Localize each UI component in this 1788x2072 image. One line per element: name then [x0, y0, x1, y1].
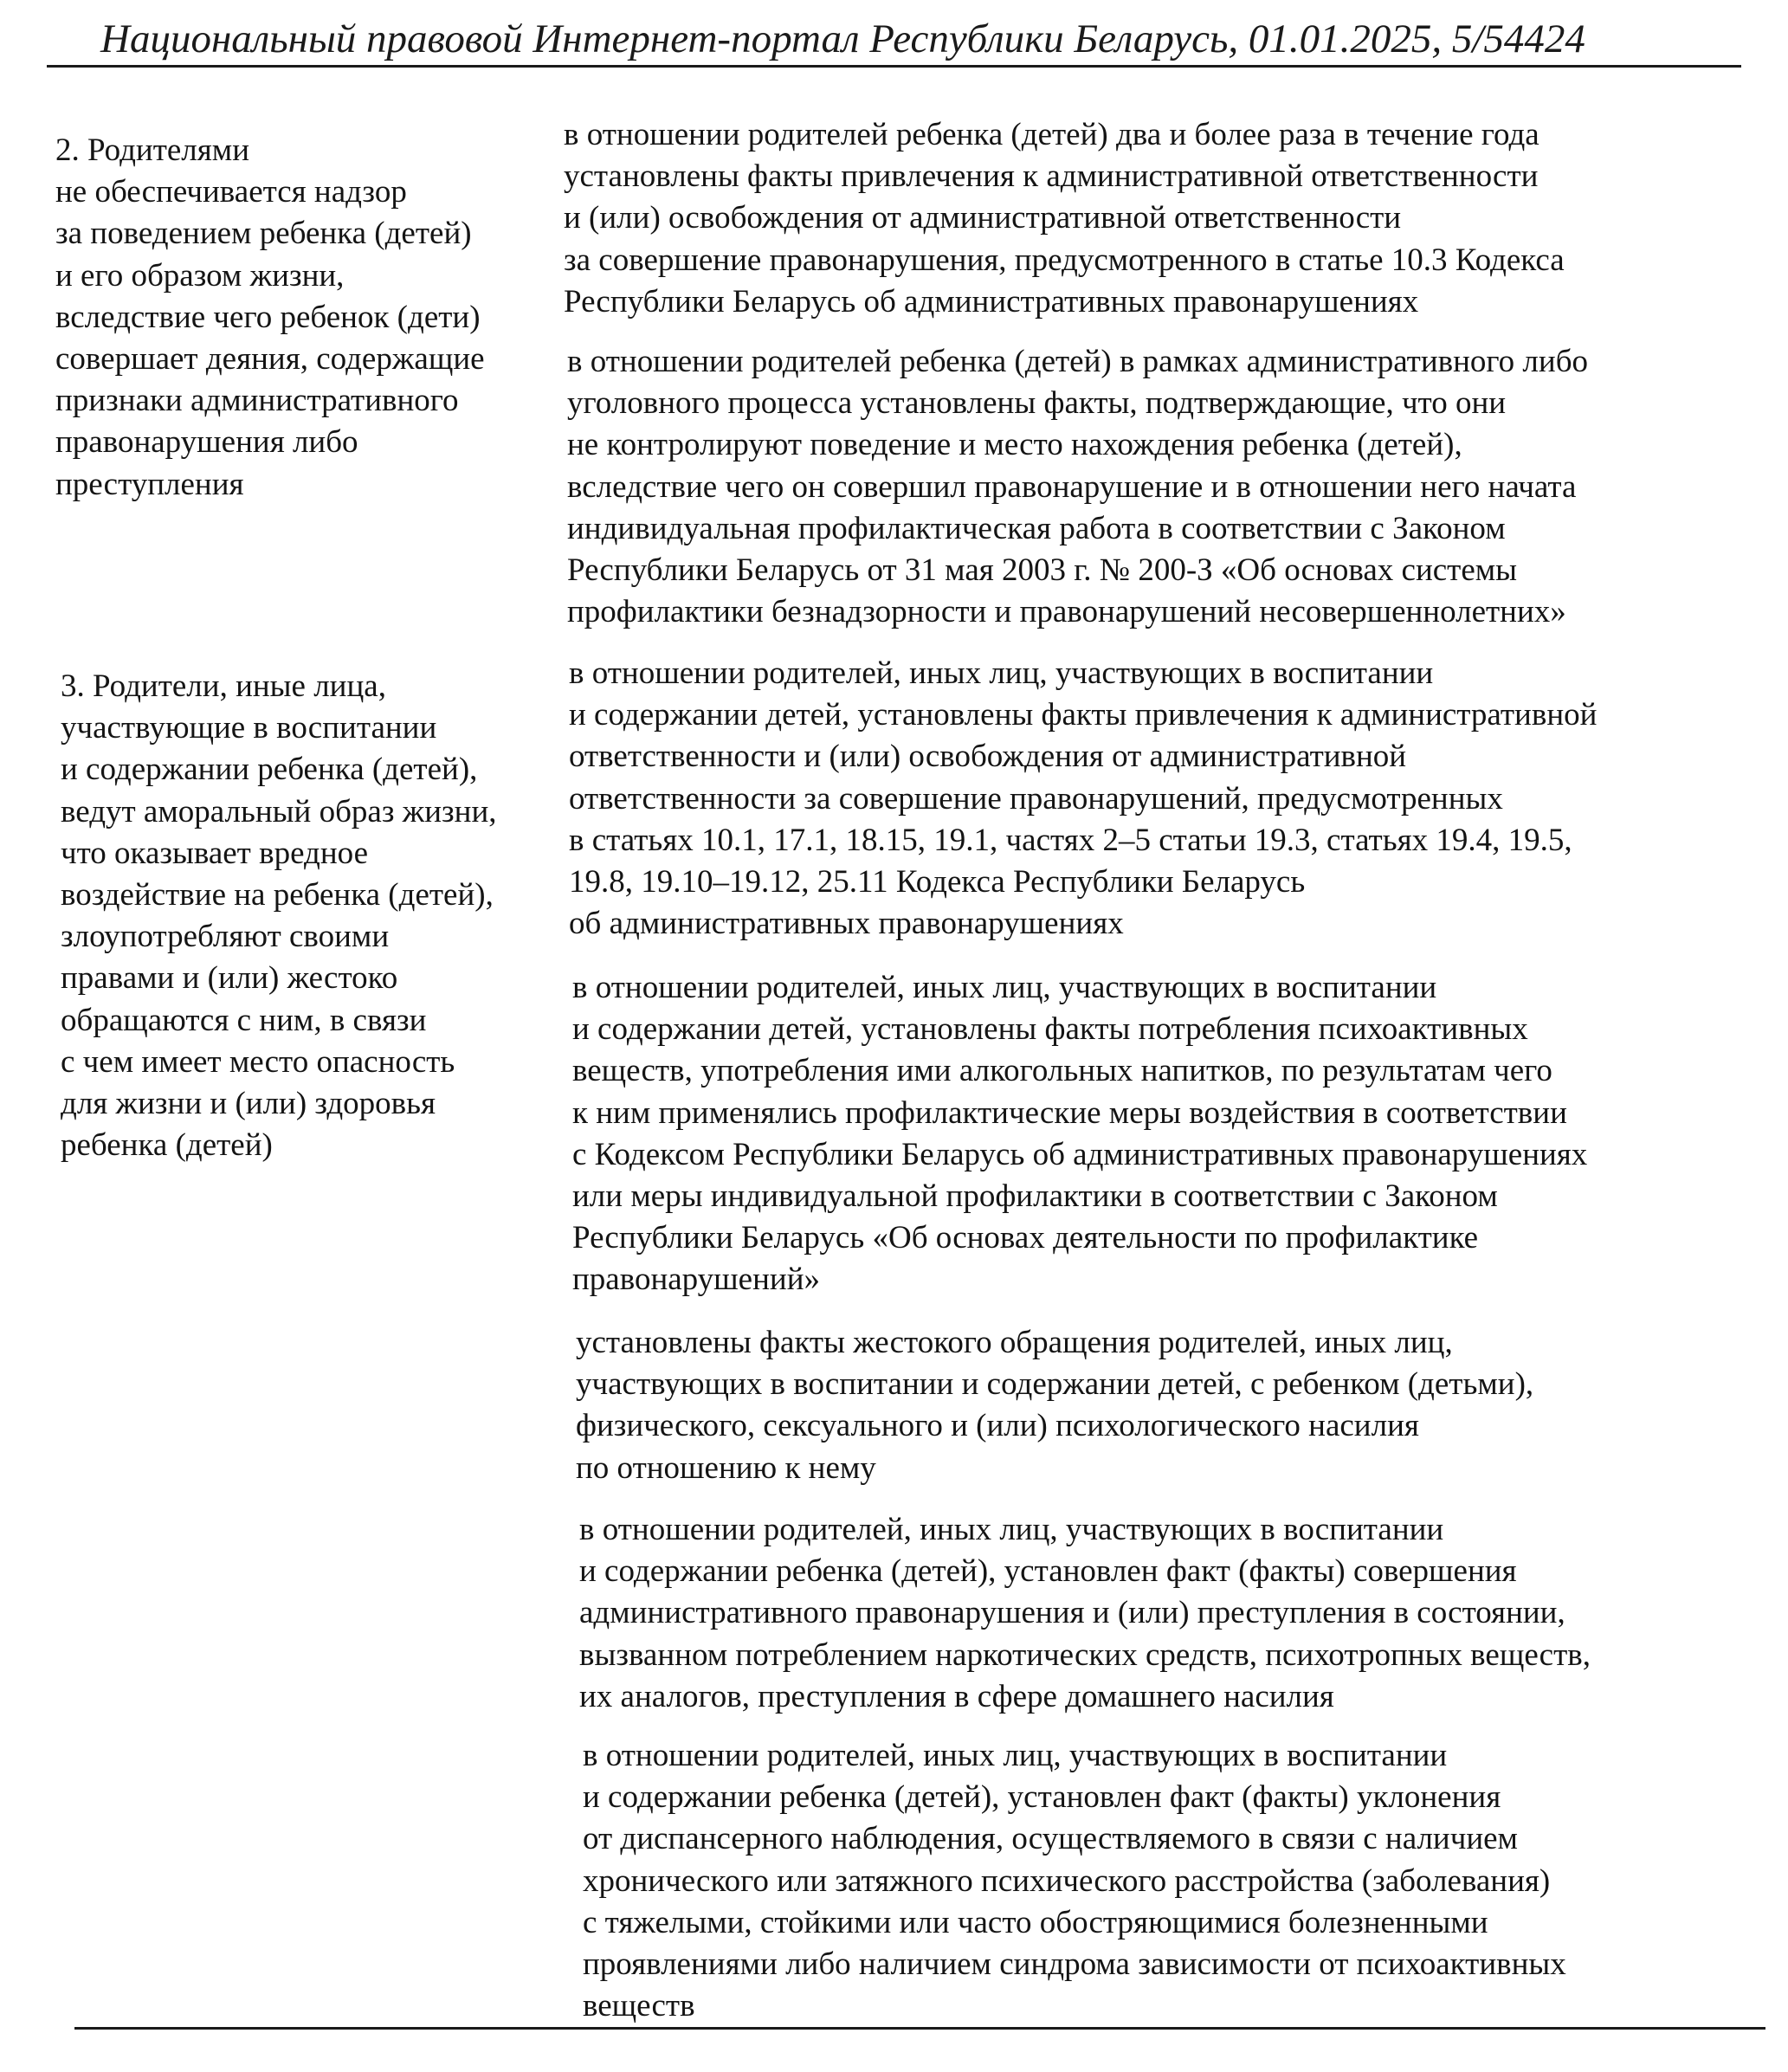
- indicator-2-2: в отношении родителей ребенка (детей) в рамках административного либо уголовного процесса установлены факты, подтверждающие, что они не контролируют поведение и место нахождения ребенка (детей), вследствие чего он совершил правонарушение и в отношении него начата индивидуальная профилактическая работа в соответствии с Законом Республики Беларусь от 31 мая 2003 г. № 200-З «Об основах системы профилактики безнадзорности и правонарушений несовершеннолетних»: [567, 344, 1589, 630]
- indicator-3-4: в отношении родителей, иных лиц, участвующих в воспитании и содержании ребенка (детей), установлен факт (факты) совершения административного правонарушения и (или) преступления в состоянии, вызванном потреблением наркотических средств, психотропных веществ, их аналогов, преступления в сфере домашнего насилия: [579, 1512, 1591, 1714]
- criterion-3: 3. Родители, иные лица, участвующие в воспитании и содержании ребенка (детей), ведут аморальный образ жизни, что оказывает вредное воздействие на ребенка (детей), злоупотребляют своими правами и (или) жестоко обращаются с ним, в связи с чем имеет место опасность для жизни и (или) здоровья ребенка (детей): [61, 668, 497, 1164]
- page-header-title: Национальный правовой Интернет-портал Республики Беларусь, 01.01.2025, 5/54424: [100, 16, 1585, 61]
- indicator-3-1: в отношении родителей, иных лиц, участвующих в воспитании и содержании детей, установлены факты привлечения к административной ответственности и (или) освобождения от административной ответственности за совершение правонарушений, предусмотренных в статьях 10.1, 17.1, 18.15, 19.1, частях 2–5 статьи 19.3, статьях 19.4, 19.5, 19.8, 19.10–19.12, 25.11 Кодекса Республики Беларусь об административных правонарушениях: [569, 655, 1598, 942]
- criterion-2: 2. Родителями не обеспечивается надзор за поведением ребенка (детей) и его образом жизни, вследствие чего ребенок (дети) совершает деяния, содержащие признаки административного правонарушения либо преступления: [55, 132, 485, 502]
- indicator-3-3: установлены факты жестокого обращения родителей, иных лиц, участвующих в воспитании и содержании детей, с ребенком (детьми), физического, сексуального и (или) психологического насилия по отношению к нему: [576, 1325, 1534, 1486]
- indicator-3-2: в отношении родителей, иных лиц, участвующих в воспитании и содержании детей, установлены факты потребления психоактивных веществ, употребления ими алкогольных напитков, по результатам чего к ним применялись профилактические меры воздействия в соответствии с Кодексом Республики Беларусь об административных правонарушениях или меры индивидуальной профилактики в соответствии с Законом Республики Беларусь «Об основах деятельности по профилактике правонарушений»: [572, 970, 1588, 1298]
- header-rule: [47, 65, 1741, 68]
- indicator-3-5: в отношении родителей, иных лиц, участвующих в воспитании и содержании ребенка (детей), установлен факт (факты) уклонения от диспансерного наблюдения, осуществляемого в связи с наличием хронического или затяжного психического расстройства (заболевания) с тяжелыми, стойкими или часто обостряющимися болезненными проявлениями либо наличием синдрома зависимости от психоактивных веществ: [583, 1738, 1566, 2024]
- indicator-2-1: в отношении родителей ребенка (детей) два и более раза в течение года установлены факты привлечения к административной ответственности и (или) освобождения от административной ответственности за совершение правонарушения, предусмотренного в статье 10.3 Кодекса Республики Беларусь об административных правонарушениях: [564, 117, 1565, 320]
- footer-rule: [74, 2027, 1765, 2030]
